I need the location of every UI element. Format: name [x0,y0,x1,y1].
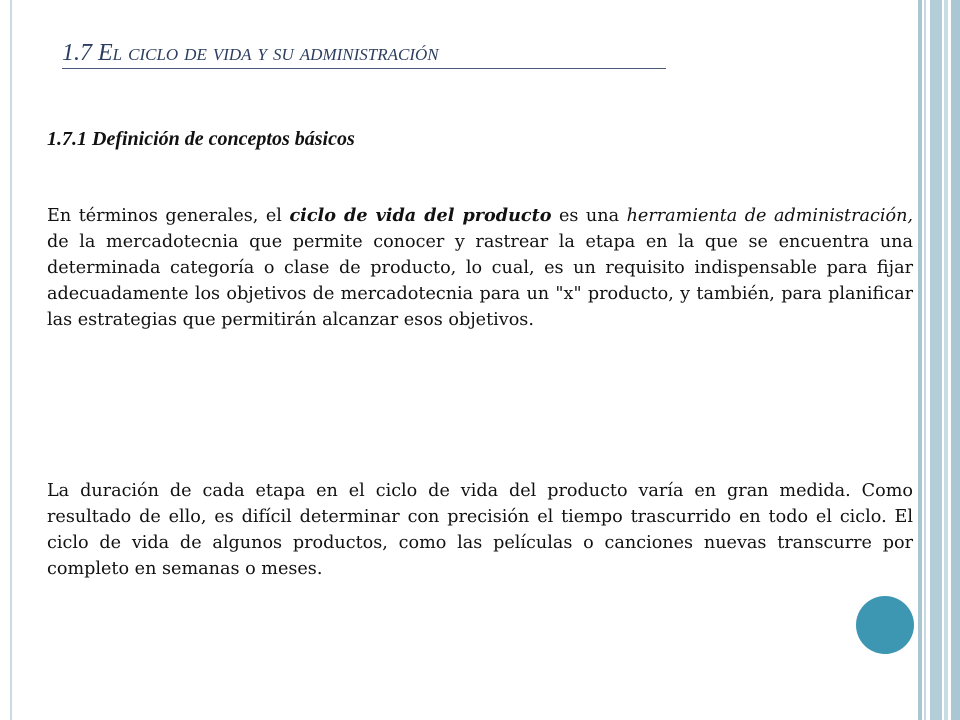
section-subtitle: 1.7.1 Definición de conceptos básicos [47,128,355,150]
p1-emph-product-cycle: ciclo de vida del producto [289,205,552,226]
decorative-circle [856,596,914,654]
stripe [924,0,926,720]
title-number: 1.7 [62,40,98,66]
right-decorative-stripes [918,0,960,720]
p1-emph-tool: herramienta de administración, [626,206,913,226]
stripe [951,0,960,720]
left-rule [10,0,12,720]
p1-intro: En términos generales, el [47,206,290,226]
title-text: El ciclo de vida y su administración [98,40,439,66]
p1-rest: de la mercadotecnia que permite conocer y rastrear la etapa en la que se encuentra una determinada categoría o clase de producto, lo cual, es un requisito indispensable para fijar adecuadamente los objetivos de mercadotecnia para un "x" producto, y también, para planificar las estrategias que permitirán alcanzar esos objetivos. [47,232,913,330]
p1-mid: es una [551,206,627,226]
stripe [944,0,948,720]
stripe [930,0,942,720]
slide-title [62,38,842,68]
stripe [918,0,922,720]
paragraph-definition [47,203,913,333]
paragraph-duration: La duración de cada etapa en el ciclo de vida del producto varía en gran medida. Como resultado de ello, es difícil determinar con precisión el tiempo trascurrido en todo el ciclo. El ciclo de vida de algunos productos, como las películas o canciones nuevas transcurre por completo en semanas o meses. [47,481,913,579]
title-underline [62,68,666,69]
